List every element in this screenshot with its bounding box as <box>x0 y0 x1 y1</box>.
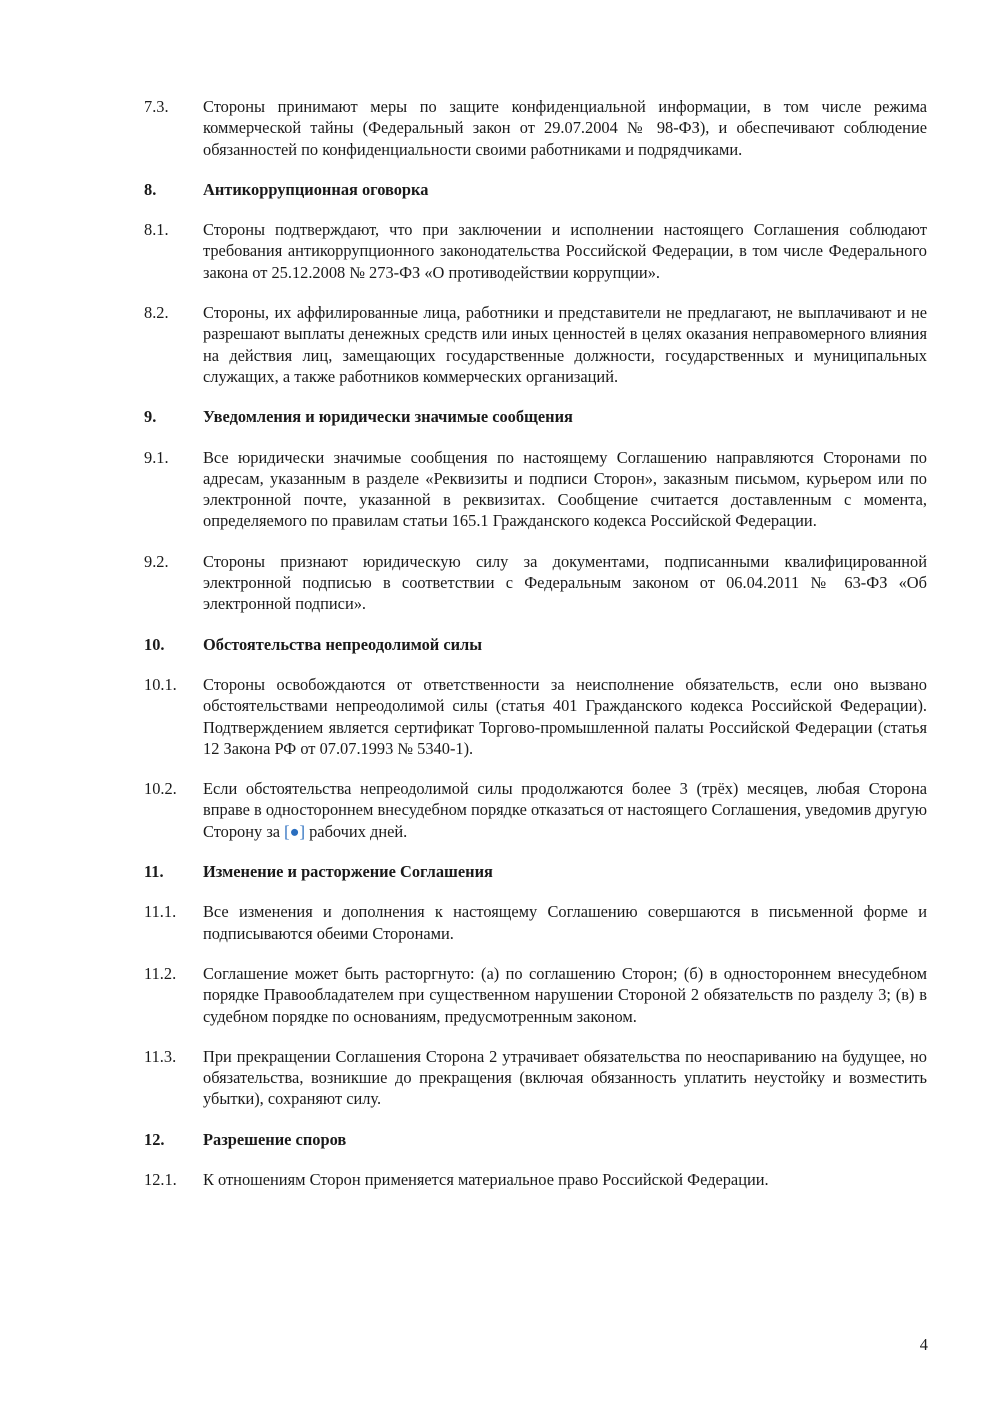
clause-number: 11.2. <box>144 963 177 983</box>
placeholder-days: [●] <box>284 821 305 841</box>
clause-number: 8.2. <box>144 303 169 323</box>
clause-10-2 <box>144 778 927 842</box>
section-title: Разрешение споров <box>203 1129 347 1149</box>
section-number: 11. <box>144 862 164 882</box>
clause-text <box>203 778 927 842</box>
clause-number: 11.1. <box>144 902 177 922</box>
section-title: Изменение и расторжение Соглашения <box>203 862 493 882</box>
clause-text: Все изменения и дополнения к настоящему Соглашению совершаются в письменной форме и подписываются обеими Сторонами. <box>203 902 927 943</box>
section-number: 10. <box>144 634 165 654</box>
section-title: Антикоррупционная оговорка <box>203 179 429 199</box>
clause-text: Все юридически значимые сообщения по настоящему Соглашению направляются Сторонами по адресам, указанным в разделе «Реквизиты и подписи Сторон», заказным письмом, курьером или по электронной почте, указанной в реквизитах. Сообщение считается доставленным с момента, определяемого по правилам статьи 165.1 Гражданского кодекса Российской Федерации. <box>203 447 927 531</box>
section-heading-12 <box>144 1129 927 1150</box>
section-number: 9. <box>144 407 157 427</box>
page-number: 4 <box>919 1335 928 1354</box>
section-heading-8 <box>144 179 927 200</box>
clause-text: Стороны, их аффилированные лица, работники и представители не предлагают, не выплачивают и не разрешают выплаты денежных средств или иных ценностей в целях оказания неправомерного влияния на действия лиц, замещающих государственные должности, государственных и муниципальных служащих, а также работников коммерческих организаций. <box>203 303 927 386</box>
clause-7-3 <box>144 96 927 160</box>
clause-9-1 <box>144 447 927 532</box>
clause-text: Стороны принимают меры по защите конфиденциальной информации, в том числе режима коммерческой тайны (Федеральный закон от 29.07.2004 № 98-ФЗ), и обеспечивают соблюдение обязанностей по конфиденциальности своими работниками и подрядчиками. <box>203 97 927 159</box>
section-number: 12. <box>144 1129 165 1149</box>
clause-text: Соглашение может быть расторгнуто: (а) по соглашению Сторон; (б) в одностороннем внесудебном порядке Правообладателем при существенном нарушении Стороной 2 обязательств по разделу 3; (в) в судебном порядке по основаниям, предусмотренным законом. <box>203 963 927 1026</box>
clause-12-1 <box>144 1169 927 1190</box>
clause-10-1 <box>144 674 927 759</box>
clause-11-3 <box>144 1046 927 1110</box>
clause-11-2 <box>144 963 927 1027</box>
clause-8-1 <box>144 219 927 283</box>
document-body <box>144 96 927 1209</box>
clause-11-1 <box>144 901 927 944</box>
clause-number: 10.2. <box>144 779 177 799</box>
section-number: 8. <box>144 179 157 199</box>
clause-text: Стороны подтверждают, что при заключении и исполнении настоящего Соглашения соблюдают требования антикоррупционного законодательства Российской Федерации, в том числе Федерального закона от 25.12.2008 № 273-ФЗ «О противодействии коррупции». <box>203 220 927 282</box>
section-title: Уведомления и юридически значимые сообщения <box>203 407 573 427</box>
clause-text-after: рабочих дней. <box>305 821 408 841</box>
clause-number: 7.3. <box>144 97 169 116</box>
clause-number: 8.1. <box>144 220 169 240</box>
clause-text: К отношениям Сторон применяется материальное право Российской Федерации. <box>203 1169 769 1189</box>
clause-8-2 <box>144 302 927 387</box>
section-heading-11 <box>144 861 927 882</box>
clause-number: 9.1. <box>144 447 169 467</box>
clause-text: Стороны освобождаются от ответственности за неисполнение обязательств, если оно вызвано обстоятельствами непреодолимой силы (статья 401 Гражданского кодекса Российской Федерации). Подтверждением является сертификат Торгово-промышленной палаты Российской Федерации (статья 12 Закона РФ от 07.07.1993 № 5340-1). <box>203 674 927 758</box>
clause-number: 9.2. <box>144 551 169 571</box>
clause-number: 10.1. <box>144 674 177 694</box>
section-heading-9 <box>144 406 927 427</box>
section-title: Обстоятельства непреодолимой силы <box>203 634 483 654</box>
clause-number: 11.3. <box>144 1046 177 1066</box>
section-heading-10 <box>144 634 927 655</box>
clause-text: При прекращении Соглашения Сторона 2 утрачивает обязательства по неоспариванию на будущее, но обязательства, возникшие до прекращения (включая обязанность уплатить неустойку и возместить убытки), сохраняют силу. <box>203 1046 927 1109</box>
clause-text-before: Если обстоятельства непреодолимой силы продолжаются более 3 (трёх) месяцев, любая Сторона вправе в одностороннем внесудебном порядке отказаться от настоящего Соглашения, уведомив другую Сторону за <box>203 779 927 841</box>
clause-number: 12.1. <box>144 1169 177 1189</box>
clause-text: Стороны признают юридическую силу за документами, подписанными квалифицированной электронной подписью в соответствии с Федеральным законом от 06.04.2011 № 63-ФЗ «Об электронной подписи». <box>203 551 927 614</box>
clause-9-2 <box>144 551 927 615</box>
